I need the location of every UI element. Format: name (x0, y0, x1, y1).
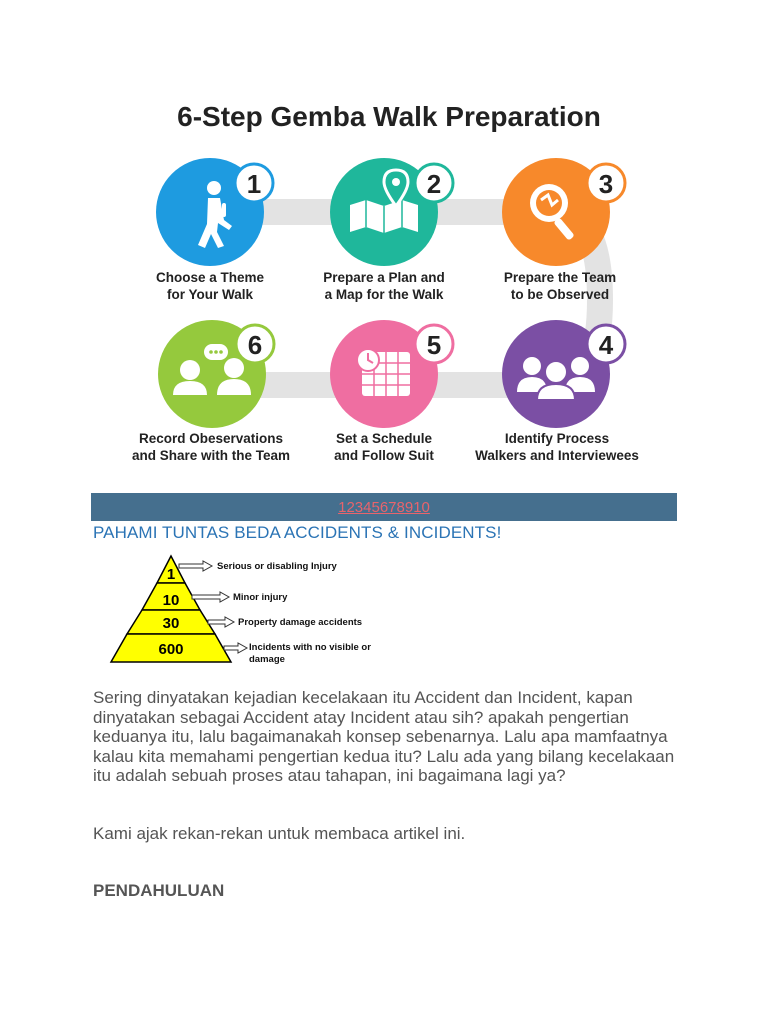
step-6-label-line2: and Share with the Team (131, 448, 291, 463)
pyramid-value-1: 1 (166, 566, 176, 583)
arrow-4 (224, 643, 247, 653)
pyramid-label-4a: Incidents with no visible or (249, 642, 371, 653)
step-5-label-line2: and Follow Suit (334, 448, 434, 463)
pyramid-label-3: Property damage accidents (238, 617, 363, 628)
calendar-clock-icon (357, 349, 410, 396)
step-2-label-line2: a Map for the Walk (324, 287, 444, 302)
gemba-walk-infographic (0, 0, 768, 490)
pyramid-value-2: 10 (162, 592, 180, 609)
arrow-1 (179, 561, 212, 571)
step-2-label-line1: Prepare a Plan and (323, 270, 445, 285)
step-4-label-line2: Walkers and Interviewees (475, 448, 639, 463)
pyramid-label-4b: damage (249, 654, 285, 665)
step-3-label-line1: Prepare the Team (503, 270, 617, 285)
step-2 (323, 158, 453, 302)
step-2-number: 2 (426, 169, 442, 199)
step-5-number: 5 (426, 330, 442, 360)
section-subheading: PENDAHULUAN (93, 881, 225, 900)
pyramid-label-1: Serious or disabling Injury (217, 561, 337, 572)
step-3-number: 3 (598, 169, 614, 199)
step-5 (330, 320, 453, 463)
step-6-number: 6 (247, 330, 263, 360)
infographic-title: 6-Step Gemba Walk Preparation (177, 101, 601, 132)
step-1-number: 1 (246, 169, 262, 199)
article-paragraph-1: Sering dinyatakan kejadian kecelakaan itu Accident dan Incident, kapan dinyatakan sebagai Accident atay Incident atau sih? apakah pengertian keduanya itu, lalu bagaimanakah konsep sebenarnya. Lalu apa mamfaatnya kalau kita memahami pengertian kedua itu? Lalu ada yang bilang kecelakaan itu adalah sebuah proses atau tahapan, ini bagaimana lagi ya? (93, 688, 675, 786)
step-3-label-line2: to be Observed (510, 287, 610, 302)
step-3 (502, 158, 625, 302)
pyramid-label-2: Minor injury (233, 592, 288, 603)
accident-pyramid (100, 552, 390, 668)
article-paragraph-2: Kami ajak rekan-rekan untuk membaca artikel ini. (93, 824, 466, 843)
page-navigation-bar (91, 493, 677, 521)
arrow-3 (208, 617, 234, 627)
pyramid-value-3: 30 (162, 615, 180, 632)
step-1-label-line2: for Your Walk (166, 287, 254, 302)
step-4-number: 4 (598, 330, 614, 360)
page-numbers-link[interactable]: 12345678910 (338, 498, 430, 516)
step-1-label-line1: Choose a Theme (155, 270, 265, 285)
step-5-label-line1: Set a Schedule (335, 431, 433, 446)
step-6-label-line1: Record Obeservations (138, 431, 284, 446)
article-heading: PAHAMI TUNTAS BEDA ACCIDENTS & INCIDENTS! (93, 523, 502, 542)
step-1 (156, 158, 273, 302)
step-4-label-line1: Identify Process (504, 431, 610, 446)
arrow-2 (192, 592, 229, 602)
pyramid-value-4: 600 (158, 641, 184, 658)
